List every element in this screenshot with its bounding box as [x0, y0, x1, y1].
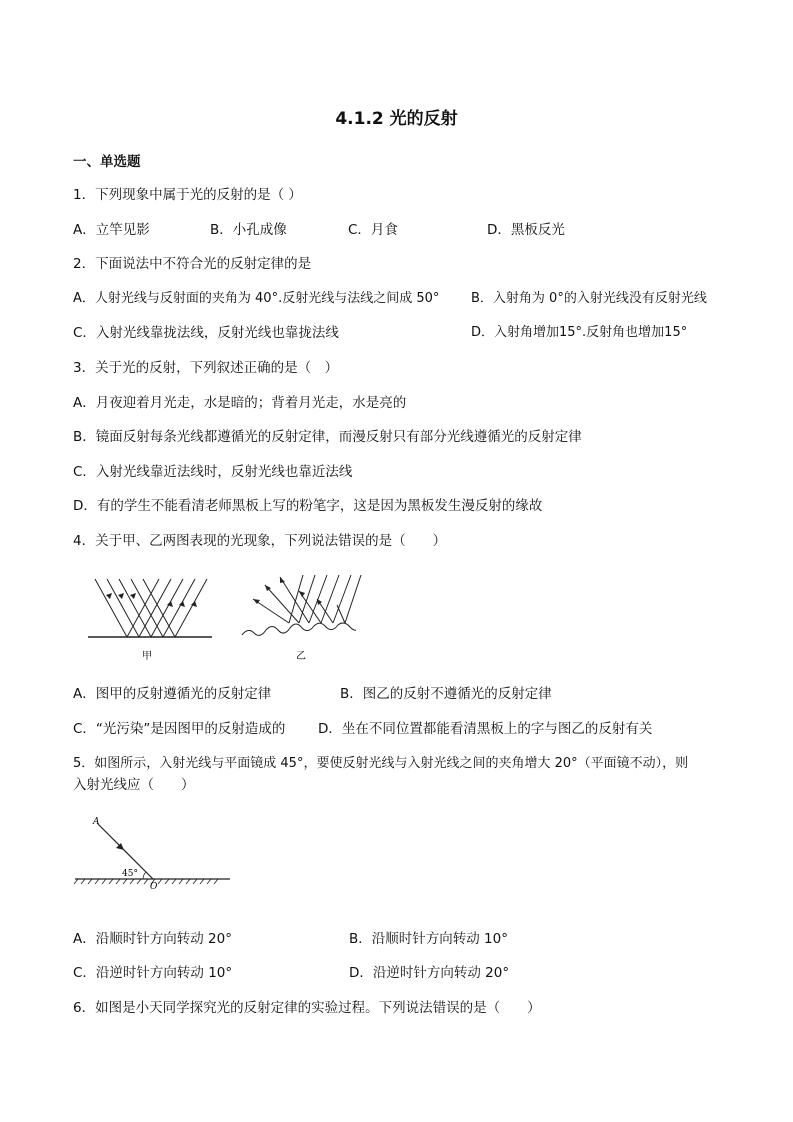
question-3-option-b: B．镜面反射每条光线都遵循光的反射定律，而漫反射只有部分光线遵循光的反射定律 — [73, 429, 582, 445]
incident-arrow-icon — [116, 843, 124, 850]
question-1-option-d: D．黑板反光 — [487, 222, 565, 238]
question-5-option-d: D．沿逆时针方向转动 20° — [349, 965, 510, 981]
figure-label-a: A — [93, 817, 100, 827]
specular-reflection-diagram — [88, 579, 212, 637]
question-2-option-c: C．入射光线靠拢法线，反射光线也靠拢法线 — [73, 325, 339, 341]
figure-label-yi: 乙 — [296, 651, 306, 662]
question-5-option-c: C．沿逆时针方向转动 10° — [73, 965, 233, 981]
question-3-option-a: A．月夜迎着月光走，水是暗的；背着月光走，水是亮的 — [73, 395, 407, 411]
question-5-option-b: B．沿顺时针方向转动 10° — [349, 931, 508, 947]
question-4-stem: 4．关于甲、乙两图表现的光现象，下列说法错误的是（ ） — [73, 533, 447, 549]
question-5-stem-line-2: 入射光线应（ ） — [73, 777, 195, 793]
question-2-option-b: B．入射角为 0°的入射光线没有反射光线 — [471, 291, 707, 306]
question-5-stem-line-1: 5．如图所示，入射光线与平面镜成 45°，要使反射光线与入射光线之间的夹角增大 20°（平面镜不动），则 — [73, 756, 689, 771]
mirror-incident-ray-figure — [70, 810, 235, 890]
question-4-option-b: B．图乙的反射不遵循光的反射定律 — [340, 686, 552, 702]
question-2-stem: 2．下面说法中不符合光的反射定律的是 — [73, 256, 312, 272]
reflection-diagrams-figure — [85, 565, 365, 665]
section-heading: 一、单选题 — [73, 154, 141, 170]
question-1-option-c: C．月食 — [348, 222, 398, 238]
question-6-stem: 6．如图是小天同学探究光的反射定律的实验过程。下列说法错误的是（ ） — [73, 1000, 541, 1016]
question-5-option-a: A．沿顺时针方向转动 20° — [73, 931, 232, 947]
figure-label-o: O — [150, 882, 158, 890]
question-1-option-b: B．小孔成像 — [210, 222, 287, 238]
diffuse-reflection-diagram — [242, 575, 361, 635]
question-3-option-d: D．有的学生不能看清老师黑板上写的粉笔字，这是因为黑板发生漫反射的缘故 — [73, 498, 543, 514]
figure-angle-label: 45° — [122, 869, 138, 879]
question-2-option-d: D．入射角增加15°.反射角也增加15° — [471, 325, 688, 340]
figure-label-jia: 甲 — [142, 651, 152, 662]
question-1-stem: 1．下列现象中属于光的反射的是（ ） — [73, 187, 302, 203]
question-4-option-d: D．坐在不同位置都能看清黑板上的字与图乙的反射有关 — [318, 721, 653, 737]
question-4-option-a: A．图甲的反射遵循光的反射定律 — [73, 686, 272, 702]
question-2-option-a: A．人射光线与反射面的夹角为 40°.反射光线与法线之间成 50° — [73, 291, 440, 306]
question-4-option-c: C．“光污染”是因图甲的反射造成的 — [73, 721, 286, 737]
question-1-option-a: A．立竿见影 — [73, 222, 150, 238]
page-title: 4.1.2 光的反射 — [335, 109, 458, 129]
question-3-option-c: C．入射光线靠近法线时，反射光线也靠近法线 — [73, 464, 353, 480]
question-3-stem: 3．关于光的反射，下列叙述正确的是（ ） — [73, 360, 339, 376]
